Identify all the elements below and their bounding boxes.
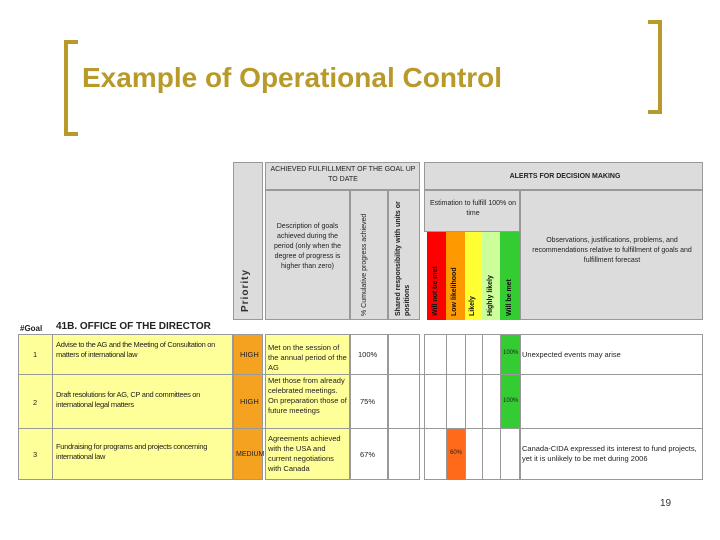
estimate-value: 60% [450, 450, 463, 456]
alerts-header-label: ALERTS FOR DECISION MAKING [509, 173, 621, 180]
achieved-header-label: ACHIEVED FULFILLMENT OF THE GOAL UP TO DATE [270, 166, 416, 183]
status-label-will-not-be-met: Will not be met [432, 266, 439, 316]
status-label-low-likelihood: Low likelihood [451, 267, 458, 316]
goal-column-label: #Goal [20, 324, 43, 333]
progress-value: 67% [360, 450, 376, 459]
right-bracket-decoration [648, 20, 662, 114]
goal-num-divider [52, 334, 53, 480]
cumulative-header-label: % Cumulative progress achieved [361, 213, 368, 316]
estimate-value: 100% [503, 398, 519, 404]
priority-value: HIGH [240, 350, 259, 359]
status-label-will-be-met: Will be met [506, 279, 513, 316]
priority-header-label: Priority [240, 268, 251, 312]
status-label-highly-likely: Highly likely [487, 275, 494, 316]
left-bracket-decoration [64, 40, 78, 136]
estimate-value: 100% [503, 350, 519, 356]
progress-value: 100% [358, 350, 378, 359]
page-number: 19 [660, 498, 672, 509]
description-header-label: Description of goals achieved during the period (only when the degree of progress is higher than zero) [274, 223, 341, 270]
slide-title: Example of Operational Control [82, 62, 503, 93]
observation-text: Canada-CIDA expressed its interest to fund projects, yet it is unlikely to be met during 2006 [522, 444, 697, 463]
achievement-description: Met on the session of the annual period of the AG [268, 343, 347, 372]
row-divider [18, 428, 703, 429]
goal-number: 3 [33, 450, 38, 459]
achievement-description: Met those from already celebrated meetings. On preparation those of future meetings [268, 376, 347, 415]
progress-value: 75% [360, 397, 376, 406]
row-divider [18, 374, 703, 375]
observations-header-label: Observations, justifications, problems, and recommendations relative to fulfillment of goals and fulfillment forecast [532, 237, 692, 264]
cumulative-header [350, 190, 388, 320]
achievement-description: Agreements achieved with the USA and current negotiations with Canada [268, 434, 341, 473]
rows-shared-background [388, 334, 420, 480]
shared-header-label: Shared responsibility with units or positions [395, 201, 411, 316]
estimate-divider [482, 334, 483, 480]
priority-value: MEDIUM [236, 451, 265, 458]
goal-text: Draft resolutions for AG, CP and committees on international legal matters [56, 390, 201, 409]
goal-text: Fundraising for programs and projects concerning international law [56, 442, 208, 461]
goal-number: 1 [33, 350, 38, 359]
goal-text: Advise to the AG and the Meeting of Consultation on matters of international law [56, 340, 215, 359]
section-title: 41B. OFFICE OF THE DIRECTOR [56, 321, 211, 332]
estimation-header-label: Estimation to fulfill 100% on time [430, 200, 516, 217]
estimate-divider [465, 334, 466, 480]
goal-number: 2 [33, 398, 38, 407]
priority-value: HIGH [240, 397, 259, 406]
observation-text: Unexpected events may arise [522, 350, 621, 359]
status-label-likely: Likely [469, 296, 476, 316]
